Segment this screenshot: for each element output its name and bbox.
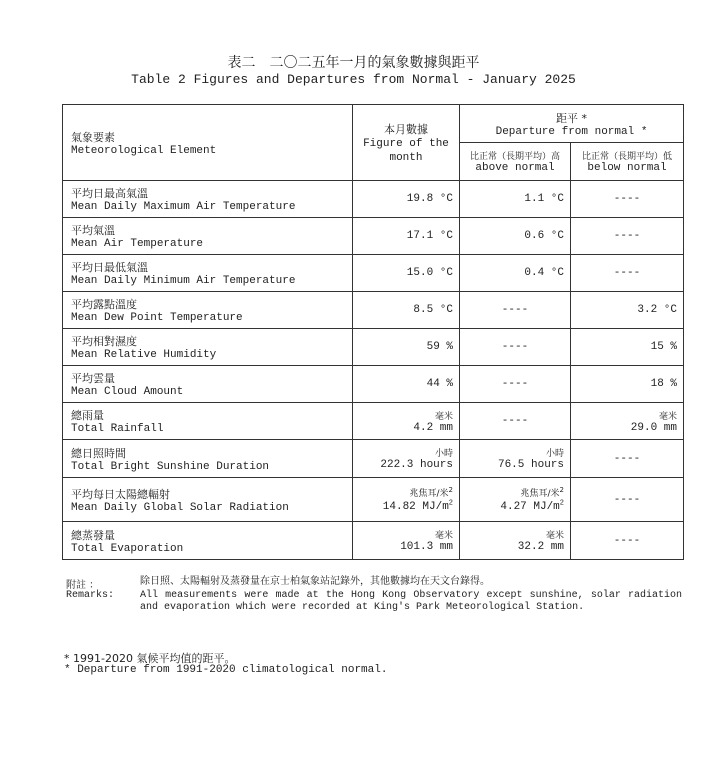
title-chinese: 表二 二〇二五年一月的氣象數據與距平 xyxy=(227,55,480,71)
figure-unit-zh: 毫米 xyxy=(434,411,453,422)
header-above xyxy=(460,143,571,181)
above-unit-zh xyxy=(460,486,564,499)
table-row xyxy=(63,403,684,440)
element-zh: 平均雲量 xyxy=(71,372,115,385)
element-cell xyxy=(63,478,353,522)
element-en: Mean Air Temperature xyxy=(71,238,204,250)
above-value: 1.1 °C xyxy=(460,181,571,218)
figure-value: 44 % xyxy=(353,366,460,403)
above-value-cell xyxy=(460,440,571,478)
above-value: ---- xyxy=(460,403,571,440)
element-cell xyxy=(63,218,353,255)
table-row xyxy=(63,292,684,329)
superscript-2: 2 xyxy=(559,499,564,508)
remarks-text-zh: 除日照、太陽輻射及蒸發量在京士柏氣象站記錄外，其他數據均在天文台錄得。 xyxy=(140,576,490,587)
table-row xyxy=(63,255,684,292)
figure-value: 17.1 °C xyxy=(353,218,460,255)
figure-value: 222.3 hours xyxy=(380,459,453,471)
remarks-text-en: All measurements were made at the Hong Kong Observatory except sunshine, solar radiation and evaporation which were recorded at King's Park Meteorological Station. xyxy=(140,590,682,613)
superscript-2: 2 xyxy=(448,486,453,495)
element-zh: 平均每日太陽總輻射 xyxy=(71,487,170,501)
table-row xyxy=(63,478,684,522)
data-table xyxy=(62,104,684,560)
below-value: ---- xyxy=(571,218,684,255)
above-value: 0.4 °C xyxy=(460,255,571,292)
figure-value-cell xyxy=(353,403,460,440)
element-cell xyxy=(63,440,353,478)
figure-value: 19.8 °C xyxy=(353,181,460,218)
figure-unit-zh xyxy=(353,486,453,499)
element-en: Mean Cloud Amount xyxy=(71,386,184,398)
above-value: 32.2 mm xyxy=(517,541,564,553)
figure-value-text: 14.82 MJ/m xyxy=(382,500,449,513)
element-cell xyxy=(63,255,353,292)
figure-value: 15.0 °C xyxy=(353,255,460,292)
figure-value: 4.2 mm xyxy=(413,421,453,434)
footnote-zh: * 1991-2020 氣候平均值的距平。 xyxy=(64,652,236,665)
table-row xyxy=(63,366,684,403)
table-row xyxy=(63,329,684,366)
header-element-en: Meteorological Element xyxy=(71,144,217,157)
figure-value-cell xyxy=(353,440,460,478)
header-figure-en: Figure of the month xyxy=(363,137,449,164)
below-value-cell xyxy=(571,403,684,440)
figure-value-cell xyxy=(353,522,460,560)
header-below-en: below normal xyxy=(587,162,667,174)
element-zh: 總雨量 xyxy=(71,409,104,422)
table-row xyxy=(63,522,684,560)
element-en: Total Bright Sunshine Duration xyxy=(71,460,270,473)
figure-value-cell xyxy=(353,478,460,522)
figure-value: 59 % xyxy=(353,329,460,366)
above-value: 76.5 hours xyxy=(497,459,564,471)
header-figure xyxy=(353,105,460,181)
below-value: 29.0 mm xyxy=(630,421,678,434)
below-unit-zh: 毫米 xyxy=(659,411,678,422)
element-cell xyxy=(63,329,353,366)
below-value: ---- xyxy=(571,440,684,478)
figure-unit-zh: 小時 xyxy=(434,449,453,459)
element-zh: 總蒸發量 xyxy=(71,528,115,542)
superscript-2: 2 xyxy=(448,499,453,508)
figure-value: 101.3 mm xyxy=(400,541,453,553)
header-departure-en: Departure from normal * xyxy=(495,125,648,138)
below-value: 15 % xyxy=(571,329,684,366)
element-cell xyxy=(63,403,353,440)
above-unit-zh: 小時 xyxy=(545,449,564,459)
above-value: ---- xyxy=(460,292,571,329)
element-cell xyxy=(63,181,353,218)
header-below-zh: 比正常（長期平均）低 xyxy=(582,152,673,162)
element-en: Mean Daily Global Solar Radiation xyxy=(71,501,289,514)
element-cell xyxy=(63,522,353,560)
element-en: Mean Dew Point Temperature xyxy=(71,312,243,324)
header-departure-zh: 距平 * xyxy=(556,111,587,125)
header-element xyxy=(63,105,353,181)
table-row xyxy=(63,181,684,218)
figure-unit-zh-text: 兆焦耳/米 xyxy=(409,489,449,500)
element-en: Mean Relative Humidity xyxy=(71,349,217,361)
element-en: Mean Daily Minimum Air Temperature xyxy=(71,275,296,287)
figure-unit-zh: 毫米 xyxy=(434,531,453,541)
element-en: Total Evaporation xyxy=(71,542,184,555)
remarks-label-en: Remarks: xyxy=(66,590,115,601)
title-english: Table 2 Figures and Departures from Normal - January 2025 xyxy=(131,72,576,87)
below-value: ---- xyxy=(571,478,684,522)
header-departure xyxy=(460,105,684,143)
above-value: ---- xyxy=(460,329,571,366)
element-cell xyxy=(63,292,353,329)
above-unit-zh: 毫米 xyxy=(545,531,564,541)
element-cell xyxy=(63,366,353,403)
remarks-label-zh: 附註 ： xyxy=(66,580,100,591)
header-below xyxy=(571,143,684,181)
element-zh: 平均日最低氣溫 xyxy=(71,261,148,274)
element-zh: 總日照時間 xyxy=(71,446,126,460)
element-zh: 平均氣溫 xyxy=(71,224,115,237)
footnote-en: * Departure from 1991-2020 climatological normal. xyxy=(64,664,388,676)
above-value-cell xyxy=(460,478,571,522)
header-figure-zh: 本月數據 xyxy=(384,122,428,136)
figure-value: 8.5 °C xyxy=(353,292,460,329)
figure-value xyxy=(383,501,453,513)
below-value: ---- xyxy=(571,255,684,292)
above-unit-zh-text: 兆焦耳/米 xyxy=(520,489,560,500)
above-value: ---- xyxy=(460,366,571,403)
header-above-zh: 比正常（長期平均）高 xyxy=(469,152,560,162)
table-row xyxy=(63,218,684,255)
below-value: ---- xyxy=(571,181,684,218)
below-value: 3.2 °C xyxy=(571,292,684,329)
above-value: 0.6 °C xyxy=(460,218,571,255)
table-row xyxy=(63,440,684,478)
below-value: ---- xyxy=(571,522,684,560)
above-value xyxy=(500,501,564,513)
above-value-text: 4.27 MJ/m xyxy=(500,500,560,513)
header-above-en: above normal xyxy=(475,162,555,174)
element-zh: 平均露點溫度 xyxy=(71,298,137,311)
superscript-2: 2 xyxy=(559,486,564,495)
element-zh: 平均日最高氣溫 xyxy=(71,187,148,200)
below-value: 18 % xyxy=(571,366,684,403)
above-value-cell xyxy=(460,522,571,560)
header-element-zh: 氣象要素 xyxy=(71,130,115,144)
element-en: Total Rainfall xyxy=(71,423,164,435)
element-en: Mean Daily Maximum Air Temperature xyxy=(71,201,296,213)
element-zh: 平均相對濕度 xyxy=(71,335,137,348)
